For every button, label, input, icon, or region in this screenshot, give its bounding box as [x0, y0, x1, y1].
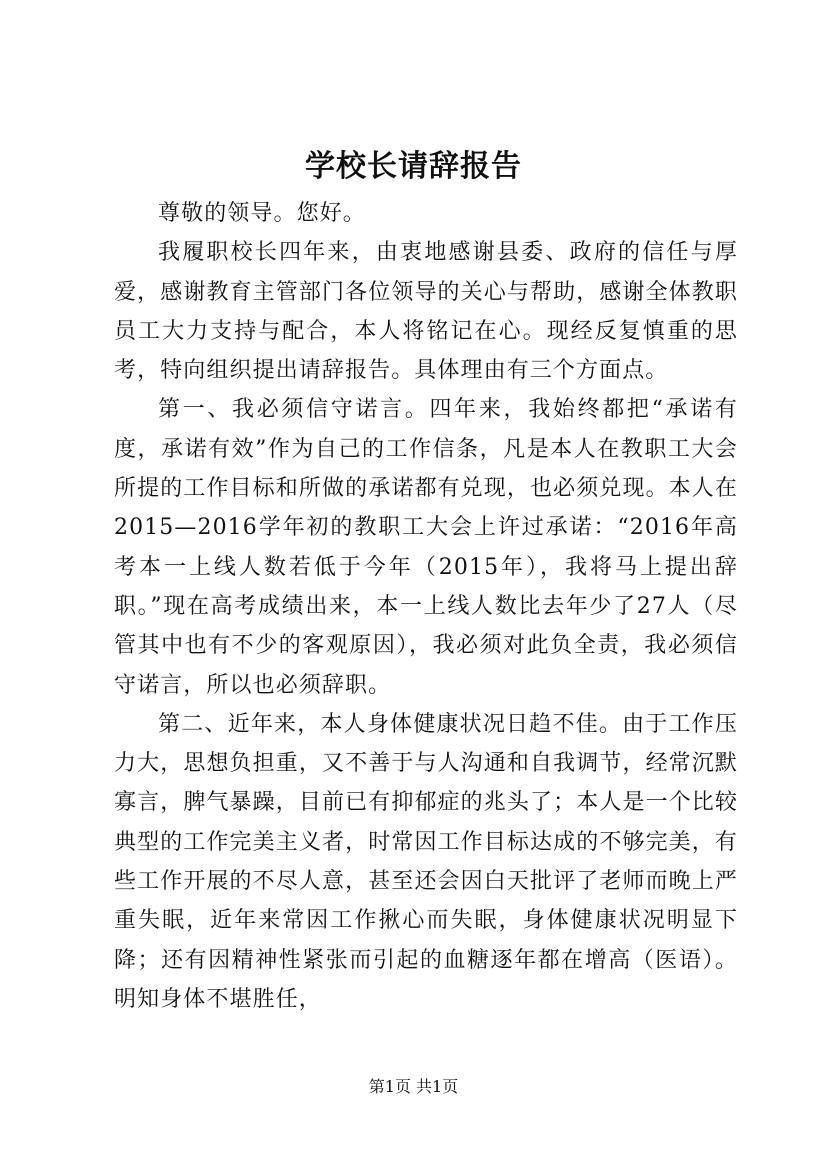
- paragraph-reason-two: 第二、近年来，本人身体健康状况日趋不佳。由于工作压力大，思想负担重，又不善于与人沟通和自我调节，经常沉默寡言，脾气暴躁，目前已有抑郁症的兆头了；本人是一个比较典型的工作完美主义者，时常因工作目标达成的不够完美，有些工作开展的不尽人意，甚至还会因白天批评了老师而晚上严重失眠，近年来常因工作揪心而失眠，身体健康状况明显下降；还有因精神性紧张而引起的血糖逐年都在增高（医语）。明知身体不堪胜任，: [114, 711, 738, 1012]
- page-number-footer: 第1页 共1页: [368, 1077, 459, 1096]
- document-title: 学校长请辞报告: [305, 149, 522, 184]
- paragraph-greeting: 尊敬的领导。您好。: [158, 201, 366, 226]
- paragraph-reason-one: 第一、我必须信守诺言。四年来，我始终都把“承诺有度，承诺有效”作为自己的工作信条，凡是本人在教职工大会所提的工作目标和所做的承诺都有兑现，也必须兑现。本人在2015—2016学年初的教职工大会上许过承诺：“2016年高考本一上线人数若低于今年（2015年），我将马上提出辞职。”现在高考成绩出来，本一上线人数比去年少了27人（尽管其中也有不少的客观原因），我必须对此负全责，我必须信守诺言，所以也必须辞职。: [114, 397, 738, 698]
- paragraph-intro: 我履职校长四年来，由衷地感谢县委、政府的信任与厚爱，感谢教育主管部门各位领导的关心与帮助，感谢全体教职员工大力支持与配合，本人将铭记在心。现经反复慎重的思考，特向组织提出请辞报告。具体理由有三个方面点。: [114, 240, 738, 384]
- document-body: [114, 194, 738, 1019]
